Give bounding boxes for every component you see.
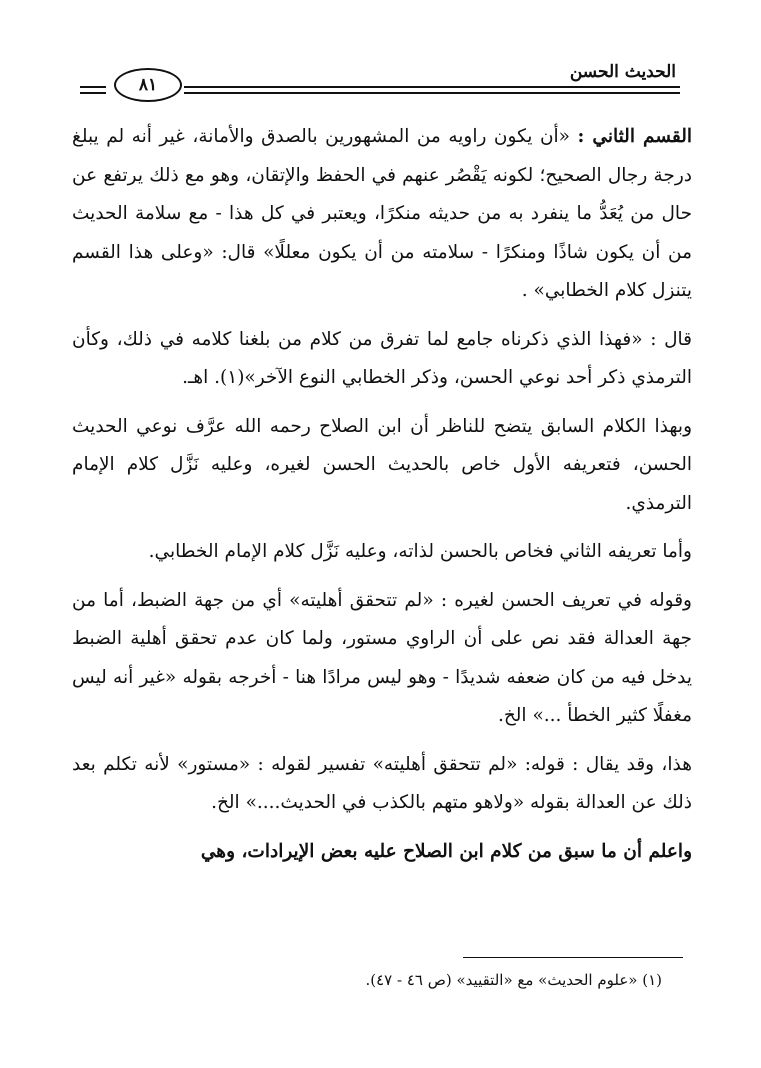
header-rule-right-lower (184, 92, 680, 94)
paragraph-5: وقوله في تعريف الحسن لغيره : «لم تتحقق أهليته» أي من جهة الضبط، أما من جهة العدالة فقد نص على أن الراوي مستور، ولما كان عدم تحقق أهلية الضبط يدخل فيه من كان ضعفه شديدًا - وهو ليس مرادًا هنا - أخرجه بقوله «غير أنه ليس مغفلًا كثير الخطأ ...» الخ. (72, 589, 692, 726)
header-rule-left-lower (80, 92, 106, 94)
paragraph-lead: القسم الثاني : (577, 126, 692, 147)
paragraph-4: وأما تعريفه الثاني فخاص بالحسن لذاته، وعليه نَزَّل كلام الإمام الخطابي. (148, 541, 692, 562)
page-number: ٨١ (114, 68, 182, 102)
paragraph-7 (72, 833, 692, 872)
paragraph-3: وبهذا الكلام السابق يتضح للناظر أن ابن الصلاح رحمه الله عرَّف نوعي الحديث الحسن، فتعريفه الأول خاص بالحديث الحسن لغيره، وعليه نَزَّل كلام الإمام الترمذي. (72, 415, 692, 514)
page-header (80, 56, 680, 106)
paragraph-2: قال : «فهذا الذي ذكرناه جامع لما تفرق من كلام من بلغنا كلامه في ذلك، وكأن الترمذي ذكر أحد نوعي الحسن، وذكر الخطابي النوع الآخر»(١). اهـ. (72, 328, 692, 388)
body-text (72, 118, 692, 881)
paragraph-lead: واعلم أن ما سبق من كلام ابن الصلاح عليه بعض الإيرادات، وهي (200, 840, 692, 862)
header-rule-left (80, 86, 106, 88)
running-title: الحديث الحسن (569, 62, 676, 82)
header-rule-right (184, 86, 680, 88)
footnote-divider (463, 957, 683, 958)
paragraph-1 (72, 118, 692, 311)
paragraph-6: هذا، وقد يقال : قوله: «لم تتحقق أهليته» تفسير لقوله : «مستور» لأنه تكلم بعد ذلك عن العدالة بقوله «ولاهو متهم بالكذب في الحديث....» الخ. (72, 753, 692, 813)
paragraph-text: «أن يكون راويه من المشهورين بالصدق والأمانة، غير أنه لم يبلغ درجة رجال الصحيح؛ لكونه يَقْصُر عنهم في الحفظ والإتقان، وهو مع ذلك يرتفع عن حال من يُعَدُّ ما ينفرد به من حديثه منكرًا، ويعتبر في كل هذا - مع سلامة الحديث من أن يكون شاذًا ومنكرًا - سلامته من أن يكون معللًا» قال: «وعلى هذا القسم يتنزل كلام الخطابي» . (72, 126, 692, 301)
footnote: (١) «علوم الحديث» مع «التقييد» (ص ٤٦ - ٤٧). (365, 971, 662, 989)
